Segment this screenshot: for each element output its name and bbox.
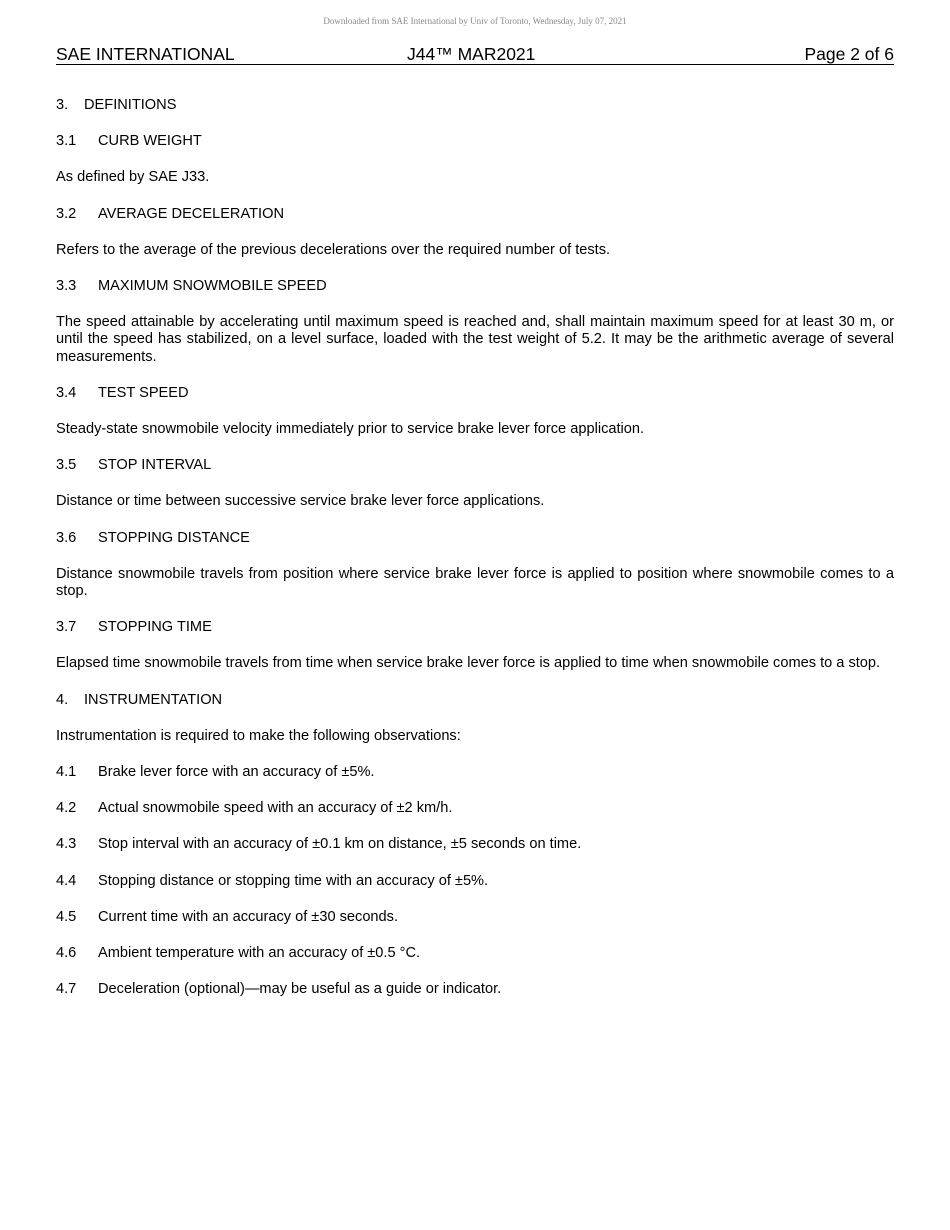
section-title: DEFINITIONS: [84, 97, 177, 113]
subsection-number: 3.3: [56, 278, 77, 295]
item-number: 4.2: [56, 800, 77, 817]
definition-text: Refers to the average of the previous decelerations over the required number of tests.: [56, 241, 611, 258]
item-number: 4.5: [56, 908, 77, 925]
subsection-number: 3.4: [56, 384, 77, 401]
instrumentation-item: [56, 873, 894, 890]
subsection-title: STOPPING TIME: [98, 619, 212, 636]
item-number: 4.1: [56, 764, 77, 781]
subsection-title: STOP INTERVAL: [98, 457, 212, 474]
subsection-heading: [56, 530, 894, 547]
download-watermark: Downloaded from SAE International by Univ of Toronto, Wednesday, July 07, 2021: [323, 16, 627, 26]
instrumentation-item: [56, 836, 894, 853]
subsection-heading: [56, 385, 894, 402]
item-number: 4.7: [56, 981, 77, 998]
instrumentation-item: [56, 909, 894, 926]
page-header: [56, 44, 894, 65]
definition-text: Steady-state snowmobile velocity immediately prior to service brake lever force application.: [56, 421, 645, 438]
section-heading-definitions: [56, 97, 894, 114]
instrumentation-item: [56, 764, 894, 781]
section-heading-instrumentation: [56, 692, 894, 709]
definition-text: The speed attainable by accelerating until maximum speed is reached and, shall maintain maximum speed for at least 30 m, or until the speed has stabilized, on a level surface, loaded with the test weight of 5.2. It may be the arithmetic average of several measurements.: [56, 314, 894, 365]
item-number: 4.4: [56, 872, 77, 889]
definition-text: Elapsed time snowmobile travels from time when service brake lever force is applied to time when snowmobile comes to a stop.: [56, 655, 881, 672]
item-text: Stop interval with an accuracy of ±0.1 km on distance, ±5 seconds on time.: [98, 836, 582, 853]
subsection-heading: [56, 619, 894, 636]
subsection-number: 3.6: [56, 529, 77, 546]
subsection-heading: [56, 133, 894, 150]
section-number: 4.: [56, 691, 69, 708]
instrumentation-item: [56, 800, 894, 817]
section-title: INSTRUMENTATION: [84, 691, 223, 708]
header-document-id: J44™ MAR2021: [407, 44, 536, 64]
item-number: 4.3: [56, 836, 77, 853]
subsection-title: MAXIMUM SNOWMOBILE SPEED: [98, 278, 327, 295]
header-organization: SAE INTERNATIONAL: [56, 44, 235, 64]
subsection-heading: [56, 206, 894, 223]
subsection-number: 3.5: [56, 457, 77, 474]
subsection-number: 3.2: [56, 205, 77, 222]
subsection-title: AVERAGE DECELERATION: [98, 205, 284, 222]
instrumentation-item: [56, 981, 894, 998]
item-number: 4.6: [56, 945, 77, 962]
item-text: Brake lever force with an accuracy of ±5%.: [98, 764, 375, 781]
subsection-heading: [56, 457, 894, 474]
section-number: 3.: [56, 97, 69, 113]
subsection-title: CURB WEIGHT: [98, 133, 202, 150]
subsection-title: STOPPING DISTANCE: [98, 529, 250, 546]
item-text: Deceleration (optional)—may be useful as a guide or indicator.: [98, 981, 502, 998]
subsection-title: TEST SPEED: [98, 384, 189, 401]
definition-text: Distance snowmobile travels from position where service brake lever force is applied to position where snowmobile comes to a stop.: [56, 565, 894, 600]
instrumentation-item: [56, 945, 894, 962]
item-text: Ambient temperature with an accuracy of ±0.5 °C.: [98, 945, 421, 962]
item-text: Actual snowmobile speed with an accuracy of ±2 km/h.: [98, 800, 453, 817]
subsection-heading: [56, 278, 894, 295]
document-body: [56, 97, 894, 1017]
item-text: Stopping distance or stopping time with an accuracy of ±5%.: [98, 872, 489, 889]
item-text: Current time with an accuracy of ±30 seconds.: [98, 908, 399, 925]
definition-text: As defined by SAE J33.: [56, 169, 210, 186]
subsection-number: 3.7: [56, 619, 77, 636]
subsection-number: 3.1: [56, 133, 77, 150]
header-page-number: Page 2 of 6: [804, 44, 894, 64]
definition-text: Distance or time between successive service brake lever force applications.: [56, 493, 545, 510]
instrumentation-intro: Instrumentation is required to make the following observations:: [56, 727, 461, 744]
